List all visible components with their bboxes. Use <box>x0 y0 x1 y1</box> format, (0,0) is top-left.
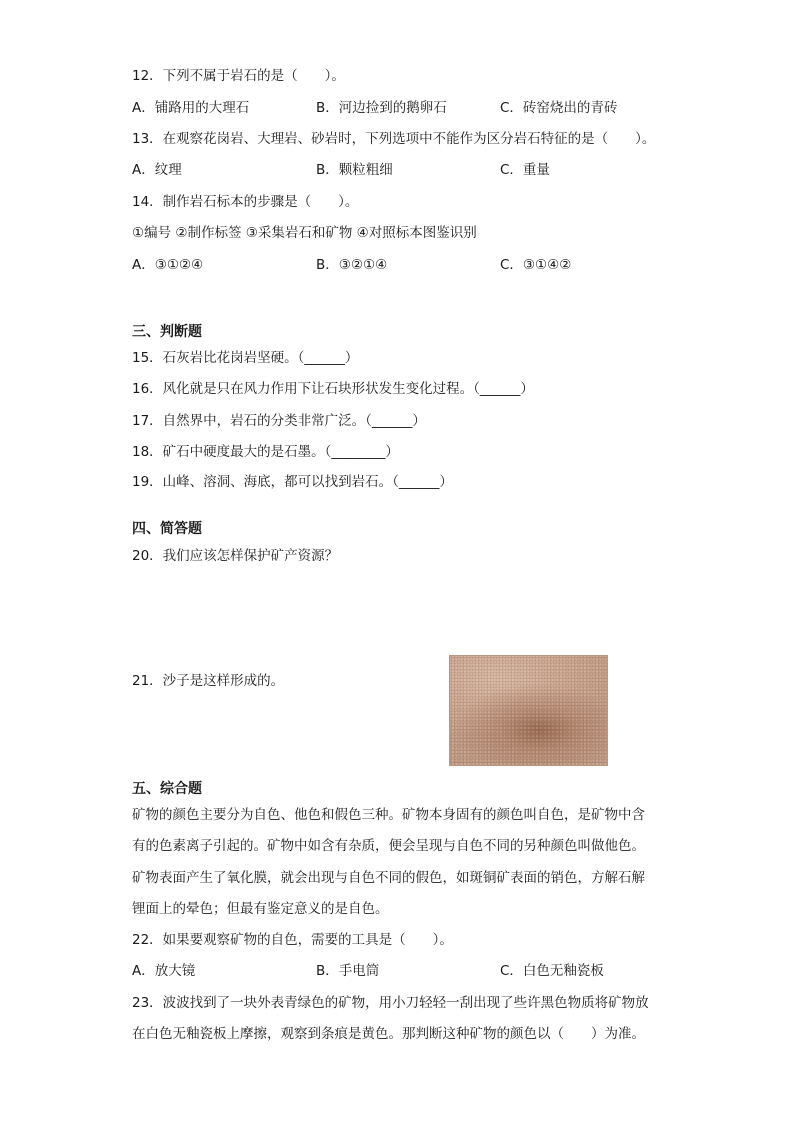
passage-line-4: 锂面上的晕色；但最有鉴定意义的是自色。 <box>132 901 389 917</box>
question-13-option-b: B．颗粒粗细 <box>316 162 393 178</box>
question-12-option-b: B．河边捡到的鹅卵石 <box>316 100 447 116</box>
question-21: 21．沙子是这样形成的。 <box>132 673 285 689</box>
question-22-option-a: A．放大镜 <box>132 963 196 979</box>
question-14-stem: 14．制作岩石标本的步骤是（ ）。 <box>132 194 359 210</box>
question-12-option-c: C．砖窑烧出的青砖 <box>500 100 618 116</box>
passage-line-1: 矿物的颜色主要分为自色、他色和假色三种。矿物本身固有的颜色叫自色，是矿物中含 <box>132 807 645 823</box>
question-12-stem: 12．下列不属于岩石的是（ ）。 <box>132 68 345 84</box>
question-13-option-c: C．重量 <box>500 162 550 178</box>
question-12-option-a: A．铺路用的大理石 <box>132 100 250 116</box>
question-17: 17．自然界中，岩石的分类非常广泛。（______） <box>132 413 426 429</box>
passage-line-3: 矿物表面产生了氧化膜，就会出现与自色不同的假色，如斑铜矿表面的销色，方解石解 <box>132 870 645 886</box>
question-20: 20．我们应该怎样保护矿产资源？ <box>132 548 339 564</box>
question-23-line-2: 在白色无釉瓷板上摩擦，观察到条痕是黄色。那判断这种矿物的颜色以（ ）为准。 <box>132 1026 645 1042</box>
question-13-stem: 13．在观察花岗岩、大理岩、砂岩时，下列选项中不能作为区分岩石特征的是（ ）。 <box>132 131 656 147</box>
question-13-option-a: A．纹理 <box>132 162 182 178</box>
section-5-title: 五、综合题 <box>132 781 202 797</box>
question-14-option-c: C．③①④② <box>500 257 572 273</box>
question-22-option-c: C．白色无釉瓷板 <box>500 963 604 979</box>
question-22-stem: 22．如果要观察矿物的自色，需要的工具是（ ）。 <box>132 932 453 948</box>
section-3-title: 三、判断题 <box>132 324 202 340</box>
section-4-title: 四、简答题 <box>132 521 202 537</box>
question-22-option-b: B．手电筒 <box>316 963 380 979</box>
question-19: 19．山峰、溶洞、海底，都可以找到岩石。（______） <box>132 474 453 490</box>
question-16: 16．风化就是只在风力作用下让石块形状发生变化过程。（______） <box>132 381 534 397</box>
question-15: 15．石灰岩比花岗岩坚硬。（______） <box>132 350 359 366</box>
question-18: 18．矿石中硬度最大的是石墨。（________） <box>132 444 399 460</box>
passage-line-2: 有的色素离子引起的。矿物中如含有杂质，便会呈现与自色不同的另种颜色叫做他色。 <box>132 838 645 854</box>
question-23-line-1: 23．波波找到了一块外表青绿色的矿物，用小刀轻轻一刮出现了些许黑色物质将矿物放 <box>132 995 649 1011</box>
question-14-steps: ①编号 ②制作标签 ③采集岩石和矿物 ④对照标本图鉴识别 <box>132 225 477 241</box>
question-14-option-b: B．③②①④ <box>316 257 388 273</box>
sand-photo <box>449 655 608 766</box>
question-14-option-a: A．③①②④ <box>132 257 204 273</box>
